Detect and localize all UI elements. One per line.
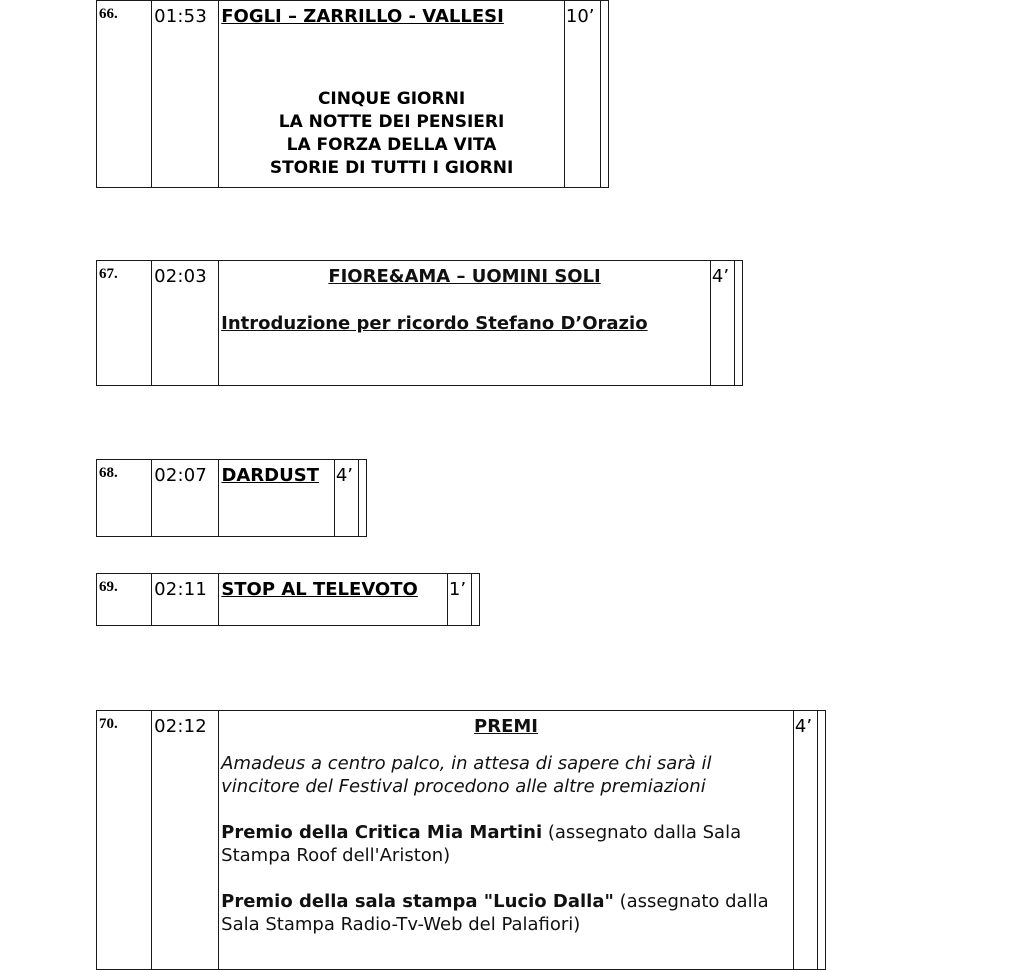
award-name: Premio della sala stampa "Lucio Dalla" [221, 891, 614, 912]
entry-content [219, 1, 565, 188]
entry-content [219, 261, 711, 386]
award-name: Premio della Critica Mia Martini [221, 822, 543, 843]
entry-number: 68. [97, 460, 152, 537]
entry-title: DARDUST [221, 465, 319, 486]
entry-duration: 4’ [710, 261, 734, 386]
entry-title: PREMI [474, 716, 539, 737]
song-item: LA FORZA DELLA VITA [286, 135, 497, 155]
entry-title: FOGLI – ZARRILLO - VALLESI [221, 6, 504, 27]
entry-time: 02:11 [152, 574, 219, 626]
entry-time: 02:03 [152, 261, 219, 386]
entry-number: 67. [97, 261, 152, 386]
song-item: STORIE DI TUTTI I GIORNI [269, 158, 514, 178]
entry-time: 01:53 [152, 1, 219, 188]
empty-cell [600, 1, 608, 188]
entry-subtitle: Introduzione per ricordo Stefano D’Orazio [221, 313, 648, 334]
award-item [221, 821, 793, 867]
award-detail: (assegnato dalla Sala Stampa Radio-Tv-Web del Palafiori) [221, 891, 769, 935]
entry-time: 02:07 [152, 460, 219, 537]
entry-number: 66. [97, 1, 152, 188]
award-item [221, 890, 793, 936]
entry-number: 69. [97, 574, 152, 626]
entry-69 [96, 573, 480, 626]
entry-title: FIORE&AMA – UOMINI SOLI [328, 266, 601, 287]
entry-time: 02:12 [152, 711, 219, 970]
song-item: LA NOTTE DEI PENSIERI [278, 112, 505, 132]
entry-duration: 4’ [793, 711, 817, 970]
song-item: CINQUE GIORNI [317, 89, 466, 109]
song-list [219, 88, 564, 180]
empty-cell [734, 261, 742, 386]
entry-content [219, 460, 334, 537]
entry-title: STOP AL TELEVOTO [221, 579, 418, 600]
empty-cell [358, 460, 366, 537]
entry-66 [96, 0, 609, 188]
entry-68 [96, 459, 367, 537]
entry-number: 70. [97, 711, 152, 970]
entry-duration: 10’ [564, 1, 600, 188]
entry-duration: 4’ [334, 460, 358, 537]
entry-67 [96, 260, 743, 386]
entry-duration: 1’ [447, 574, 471, 626]
award-detail: (assegnato dalla Sala Stampa Roof dell'Ariston) [221, 822, 742, 866]
entry-70 [96, 710, 826, 970]
empty-cell [817, 711, 825, 970]
entry-intro: Amadeus a centro palco, in attesa di sapere chi sarà il vincitore del Festival procedono alle altre premiazioni [221, 753, 712, 797]
entry-content [219, 711, 794, 970]
empty-cell [471, 574, 479, 626]
entry-content [219, 574, 448, 626]
